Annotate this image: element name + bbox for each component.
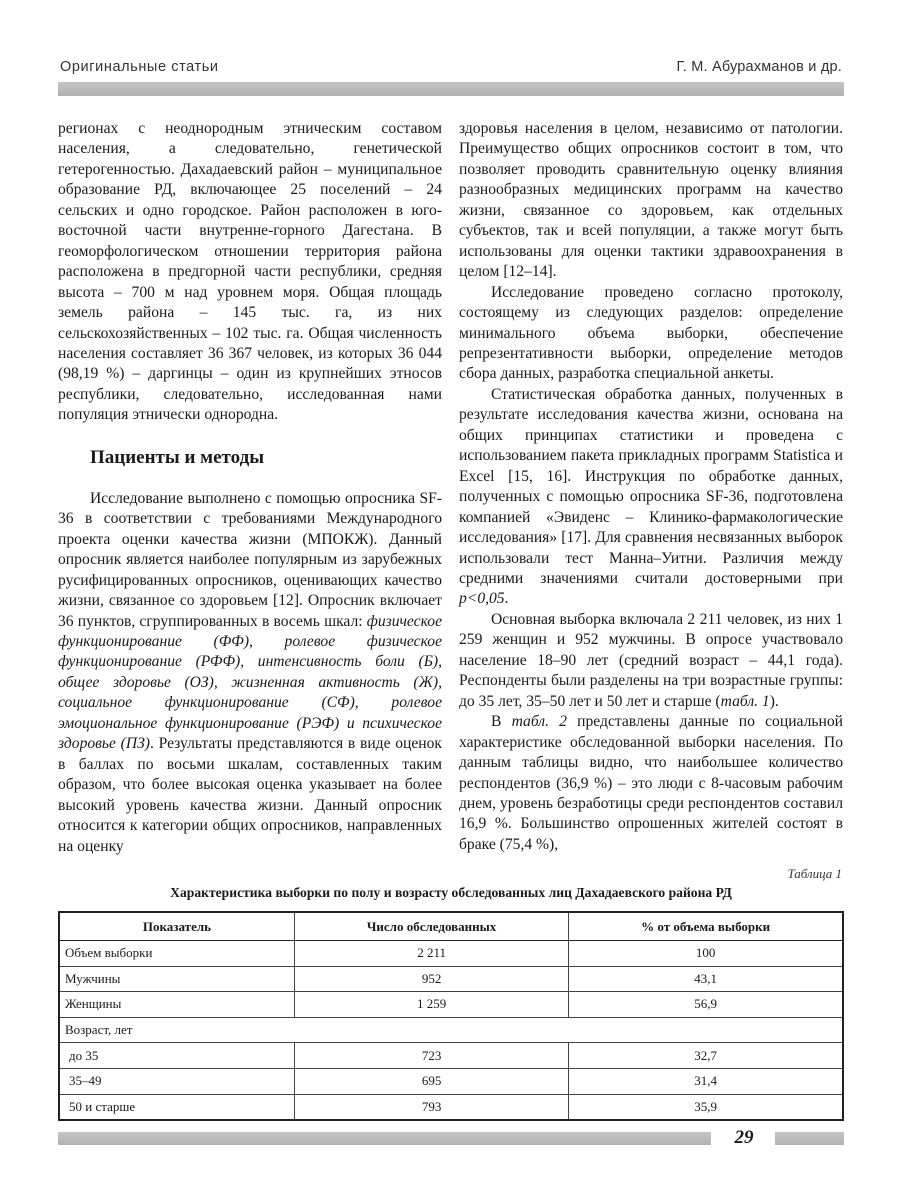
row-label: Женщины	[59, 992, 294, 1018]
percent-cell: 100	[569, 941, 843, 967]
percent-cell: 31,4	[569, 1068, 843, 1094]
left-column	[58, 119, 442, 857]
data-table	[58, 911, 844, 1121]
row-label: до 35	[59, 1043, 294, 1069]
right-column	[459, 119, 843, 855]
table-title: Характеристика выборки по полу и возрасту обследованных лиц Дахадаевского района РД	[170, 885, 732, 900]
row-label: Мужчины	[59, 966, 294, 992]
table-row	[59, 966, 843, 992]
running-header-authors: Г. М. Абурахманов и др.	[676, 59, 842, 75]
header-rule	[58, 82, 844, 96]
count-cell: 723	[294, 1043, 568, 1069]
percent-cell: 35,9	[569, 1094, 843, 1120]
italic-text: табл. 1	[720, 692, 770, 710]
page-number: 29	[734, 1127, 754, 1148]
count-cell: 952	[294, 966, 568, 992]
footer-rule-left	[58, 1132, 711, 1145]
paragraph: здоровья населения в целом, независимо от патологии. Преимущество общих опросников состоит в том, что позволяет проводить сравнительную оценку влияния разнообразных медицинских программ на качество жизни, связанное со здоровьем, как отдельных субъектов, так и всей популяции, а также могут быть использованы для оценки тактики здравоохранения в целом [12–14].	[459, 120, 843, 281]
percent-cell: 32,7	[569, 1043, 843, 1069]
group-label: Возраст, лет	[59, 1017, 843, 1043]
paragraph: регионах с неоднородным этническим составом населения, а следовательно, генетической гетерогенностью. Дахадаевский район – муниципальное образование РД, включающее 25 поселений – 24 сельских и одно городское. Район расположен в юго-восточной части внутренне-горного Дагестана. В геоморфологическом отношении территория района расположена в предгорной части республики, средняя высота – 700 м над уровнем моря. Общая площадь земель района – 145 тыс. га, из них сельскохозяйственных – 102 тыс. га. Общая численность населения составляет 36 367 человек, из которых 36 044 (98,19 %) – даргинцы – один из крупнейших этносов республики, следовательно, исследованная нами популяция этнически однородна.	[58, 120, 442, 424]
row-label: 35–49	[59, 1068, 294, 1094]
column-header: Число обследованных	[294, 912, 568, 941]
count-cell: 2 211	[294, 941, 568, 967]
running-header-section: Оригинальные статьи	[60, 59, 219, 75]
table-group-row	[59, 1017, 843, 1043]
table-header-row	[59, 912, 843, 941]
italic-text: p<0,05	[459, 590, 505, 608]
table-row	[59, 1068, 843, 1094]
table-label: Таблица 1	[787, 866, 842, 881]
table-row	[59, 1043, 843, 1069]
count-cell: 1 259	[294, 992, 568, 1018]
count-cell: 793	[294, 1094, 568, 1120]
percent-cell: 43,1	[569, 966, 843, 992]
paragraph: Статистическая обработка данных, полученных в результате исследования качества жизни, основана на общих принципах статистики и проведена с использованием пакета прикладных программ Statistica и Excel [15, 16]. Инструкция по обработке данных, полученных с помощью опросника SF-36, подготовлена компанией «Эвиденс – Клинико-фармакологические исследования» [17]. Для сравнения несвязанных выборок использовали тест Манна–Уитни. Различия между средними значениями считали достоверными при p<0,05.	[459, 385, 843, 608]
paragraph: В табл. 2 представлены данные по социальной характеристике обследованной выборки населения. По данным таблицы видно, что наибольшее количество респондентов (36,9 %) – это люди с 8-часовым рабочим днем, уровень безработицы среди респондентов составил 16,9 %. Большинство опрошенных жителей состоят в браке (75,4 %),	[459, 713, 843, 853]
count-cell: 695	[294, 1068, 568, 1094]
percent-cell: 56,9	[569, 992, 843, 1018]
column-header: Показатель	[59, 912, 294, 941]
table-row	[59, 1094, 843, 1120]
table-row	[59, 992, 843, 1018]
paragraph: Основная выборка включала 2 211 человек, из них 1 259 женщин и 952 мужчины. В опросе участвовало население 18–90 лет (средний возраст – 44,1 года). Респонденты были разделены на три возрастные группы: до 35 лет, 35–50 лет и 50 лет и старше (табл. 1).	[459, 610, 843, 710]
row-label: Объем выборки	[59, 941, 294, 967]
table-row	[59, 941, 843, 967]
row-label: 50 и старше	[59, 1094, 294, 1120]
paragraph: Исследование выполнено с помощью опросника SF-36 в соответствии с требованиями Международного проекта оценки качества жизни (МПОКЖ). Данный опросник является наиболее популярным из зарубежных русифицированных опросников, оценивающих качество жизни, связанное со здоровьем [12]. Опросник включает 36 пунктов, сгруппированных в восемь шкал: физическое функционирование (ФФ), ролевое физическое функционирование (РФФ), интенсивность боли (Б), общее здоровье (ОЗ), жизненная активность (Ж), социальное функционирование (СФ), ролевое эмоциональное функционирование (РЭФ) и психическое здоровье (ПЗ). Результаты представляются в виде оценок в баллах по восьми шкалам, составленных таким образом, что более высокая оценка указывает на более высокий уровень качества жизни. Данный опросник относится к категории общих опросников, направленных на оценку	[58, 489, 443, 855]
italic-text: табл. 2	[511, 713, 567, 731]
section-heading: Пациенты и методы	[90, 446, 265, 468]
column-header: % от объема выборки	[569, 912, 843, 941]
paragraph: Исследование проведено согласно протоколу, состоящему из следующих разделов: определение минимального объема выборки, обеспечение репрезентативности выборки, определение методов сбора данных, разработка специальной анкеты.	[459, 283, 843, 383]
footer-rule-right	[775, 1132, 844, 1145]
italic-text: физическое функционирование (ФФ), ролевое физическое функционирование (РФФ), интенсивность боли (Б), общее здоровье (ОЗ), жизненная активность (Ж), социальное функционирование (СФ), ролевое эмоциональное функционирование (РЭФ) и психическое здоровье (ПЗ)	[58, 612, 442, 753]
